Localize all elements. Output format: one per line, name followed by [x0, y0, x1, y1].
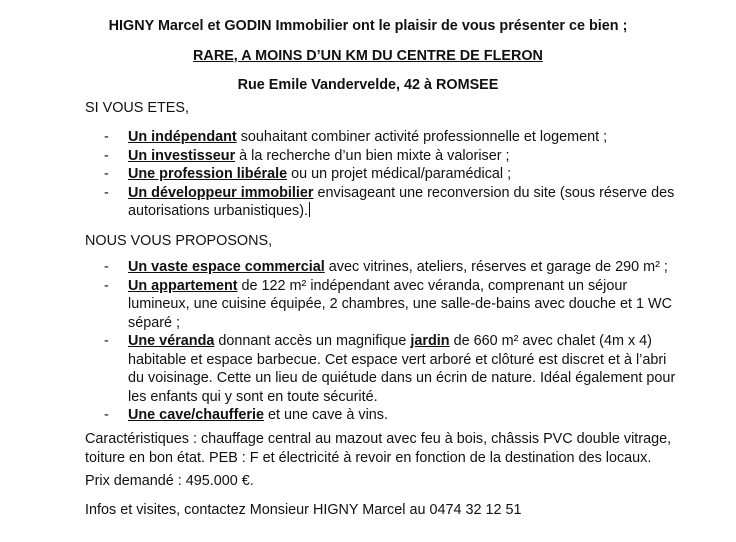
list-item-text: souhaitant combiner activité professionnelle et logement ; — [236, 129, 608, 145]
list-item — [0, 147, 736, 166]
list-dash: - — [104, 333, 109, 349]
list-item — [0, 128, 736, 147]
header-line-agency: HIGNY Marcel et GODIN Immobilier ont le plaisir de vous présenter ce bien ; — [108, 18, 628, 34]
list-item-keyword: Un vaste espace commercial — [128, 259, 325, 275]
list-dash: - — [104, 147, 109, 164]
section-title-nous-vous-proposons: NOUS VOUS PROPOSONS, — [85, 233, 273, 249]
list-item-text: de 660 m² avec chalet (4m x 4) habitable et espace barbecue. Cet espace vert arboré et clôturé est discret et à l’abri du voisinage. Cette un lieu de quiétude dans un écrin de nature. Idéal également pour les enfants qui y sont en toute sécurité. — [128, 333, 676, 405]
list-dash: - — [104, 129, 109, 145]
list-item-keyword: Un investisseur — [128, 147, 236, 164]
contact-line: Infos et visites, contactez Monsieur HIGNY Marcel au 0474 32 12 51 — [85, 502, 522, 518]
list-item-keyword: Un indépendant — [128, 129, 237, 145]
text-cursor — [309, 202, 310, 217]
offer-list — [0, 258, 736, 425]
header-line-headline: RARE, A MOINS D’UN KM DU CENTRE DE FLERON — [193, 48, 543, 64]
list-dash: - — [104, 166, 109, 182]
list-item-text: ou un projet médical/paramédical ; — [287, 166, 512, 182]
list-item — [0, 332, 736, 406]
list-dash: - — [104, 407, 109, 423]
list-item — [0, 258, 736, 277]
list-item-text: avec vitrines, ateliers, réserves et garage de 290 m² ; — [324, 259, 668, 275]
price-line: Prix demandé : 495.000 €. — [85, 473, 254, 489]
list-item — [0, 406, 736, 425]
list-item-keyword-jardin: jardin — [410, 333, 450, 349]
list-dash: - — [104, 184, 109, 201]
list-item-keyword: Une véranda — [128, 333, 215, 349]
list-item-text: et une cave à vins. — [263, 407, 388, 423]
list-dash: - — [104, 277, 109, 294]
section-title-si-vous-etes: SI VOUS ETES, — [85, 100, 189, 116]
list-item-keyword: Un développeur immobilier — [128, 184, 314, 201]
features-paragraph: Caractéristiques : chauffage central au mazout avec feu à bois, châssis PVC double vitrage, toiture en bon état. PEB : F et électricité à revoir en fonction de la destination des locaux. — [85, 431, 672, 466]
list-item — [0, 277, 736, 333]
list-item — [0, 165, 736, 184]
list-item-keyword: Un appartement — [128, 277, 238, 294]
list-dash: - — [104, 259, 109, 275]
list-item-text: à la recherche d’un bien mixte à valoriser ; — [235, 147, 510, 164]
profile-list — [0, 128, 736, 221]
list-item — [0, 184, 736, 221]
list-item-text: de 122 m² indépendant avec véranda, comprenant un séjour lumineux, une cuisine équipée, 2 chambres, une salle-de-bains avec douche et 1 WC séparé ; — [128, 277, 672, 331]
list-item-text: envisageant une reconversion du site (sous réserve des autorisations urbanistiques). — [128, 184, 675, 219]
header-line-address: Rue Emile Vandervelde, 42 à ROMSEE — [237, 77, 499, 93]
list-item-keyword: Une profession libérale — [128, 166, 288, 182]
list-item-keyword: Une cave/chaufferie — [128, 407, 264, 423]
list-item-text: donnant accès un magnifique — [214, 333, 411, 349]
